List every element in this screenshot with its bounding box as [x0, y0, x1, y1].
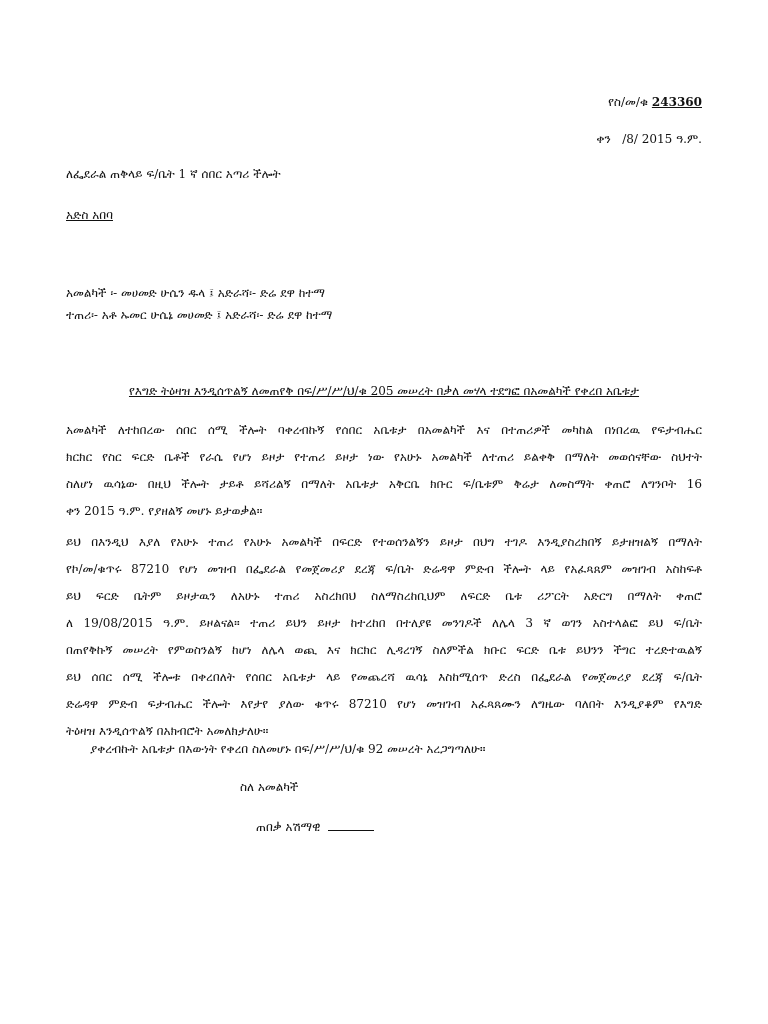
paragraph-2 — [66, 529, 702, 745]
date-value: /8/ 2015 ዓ.ም. — [622, 132, 702, 146]
respondent-line: ተጠሪ፡- አቶ ኡመር ሁሴኔ መሀመድ ፤ አድራሻ፡- ድሬ ደዋ ከተማ — [66, 308, 333, 322]
paragraph-1-line: አመልካች ለተከበረው ሰበር ሰሚ ችሎት ባቀረብኩኝ የሰበር አቤቱታ በአመልካች እና በተጠሪዎች መካከል በነበረዉ የፍታብሔር — [66, 423, 702, 437]
lawyer-label: ጠበቃ አሽማዊ — [256, 820, 321, 834]
paragraph-1-line: ስለሆነ ዉሳኔው በዚህ ችሎት ታይቶ ይሻሪልኝ በማለት አቤቱታ አቅርቤ ክቡር ፍ/ቤቱም ቅሬታ ለመስማት ቀጠሮ ለግንቦት 16 — [66, 477, 702, 491]
subject-heading: የእግድ ትዕዛዝ እንዲሰጥልኝ ለመጠየቅ በፍ/ሥ/ሥ/ህ/ቁ 205 መሠረት በቃለ መሃላ ተደግፎ በአመልካች የቀረበ አቤቱታ — [128, 384, 640, 398]
reference-line — [608, 94, 702, 110]
paragraph-2-line: ትዕዛዝ እንዲሰጥልኝ በአክብሮት አመለክታለሁ። — [66, 724, 269, 738]
paragraph-2-line: ለ 19/08/2015 ዓ.ም. ይዞልናል። ተጠሪ ይህን ይዞታ ከተረከበ በተለያዩ መንገዶች ለሌላ 3 ኛ ወገን አስተላልፎ ይህ ፍ/ቤት — [66, 616, 702, 630]
addressee-court: ለፌደራል ጠቅላይ ፍ/ቤት 1 ኛ ሰበር አጣሪ ችሎት — [66, 167, 281, 181]
applicant-line: አመልካች ፡- መሀመድ ሁሴን ዱላ ፤ አድራሻ፡- ድሬ ደዋ ከተማ — [66, 286, 325, 300]
paragraph-2-line: ድሬዳዋ ምድብ ፍታብሔር ችሎት እየታየ ያለው ቁጥሩ 87210 የሆነ መዝገብ አፈጻጸሙን ለግዜው ባለበት እንዲያቆም የእግድ — [66, 697, 702, 711]
lawyer-signature-line — [256, 819, 374, 835]
affirmation-line: ያቀረብኩት አቤቱታ በእውነት የቀረበ ስለመሆኑ በፍ/ሥ/ሥ/ህ/ቁ 92 መሠረት አረጋግጣለሁ። — [90, 742, 486, 756]
reference-number: 243360 — [651, 95, 702, 109]
paragraph-2-line: በጠየቅኩኝ መሠረት የምወስንልኝ ከሆነ ለሌላ ወጪ እና ክርክር ሊዳረገኝ ስለምችል ክቡር ፍርድ ቤቱ ይህንን ችግር ተረድተዉልኝ — [66, 643, 702, 657]
signature-blank — [328, 820, 374, 831]
paragraph-1-line: ቀን 2015 ዓ.ም. የያዘልኝ መሆኑ ይታወቃል። — [66, 504, 263, 518]
paragraph-1 — [66, 417, 702, 525]
reference-label: የስ/መ/ቁ — [608, 95, 649, 109]
addressee-city: አድስ አበባ — [66, 208, 113, 222]
date-line — [596, 131, 702, 147]
paragraph-1-line: ክርክር የስር ፍርድ ቤቶች የራሴ የሆነ ይዞታ የተጠሪ ይዞታ ነው የአሁኑ አመልካች ለተጠሪ ይልቀቅ በማለት መወሰናቸው ስህተት — [66, 450, 702, 464]
on-behalf-label: ስለ አመልካች — [240, 780, 299, 794]
paragraph-2-line: ይህ ፍርድ ቤትም ይዞታዉን ለአሁኑ ተጠሪ አስረክበህ ስለማስረከቢህም ለፍርድ ቤቱ ሪፖርት አድርግ በማለት ቀጠሮ — [66, 589, 702, 603]
date-label: ቀን — [596, 132, 611, 146]
paragraph-2-line: ይህ በእንዲህ እያለ የአሁኑ ተጠሪ የአሁኑ አመልካች በፍርድ የተወሰንልኝን ይዞታ በህግ ተገዶ እንዲያስረክበኝ ይታዘዝልኝ በማለት — [66, 535, 702, 549]
paragraph-2-line: ይህ ሰበር ሰሚ ችሎቱ በቀረበለት የሰበር አቤቱታ ላይ የመጨረሻ ዉሳኔ እስከሚሰጥ ድረስ በፌደራል የመጀመሪያ ደረጃ ፍ/ቤት — [66, 670, 702, 684]
paragraph-2-line: የኮ/መ/ቁጥሩ 87210 የሆነ መዝብ በፌደራል የመጀመሪያ ደረጃ ፍ/ቤት ድሬዳዋ ምድብ ችሎት ላይ የአፈጻጸም መዝገብ አስከፍቶ — [66, 562, 702, 576]
